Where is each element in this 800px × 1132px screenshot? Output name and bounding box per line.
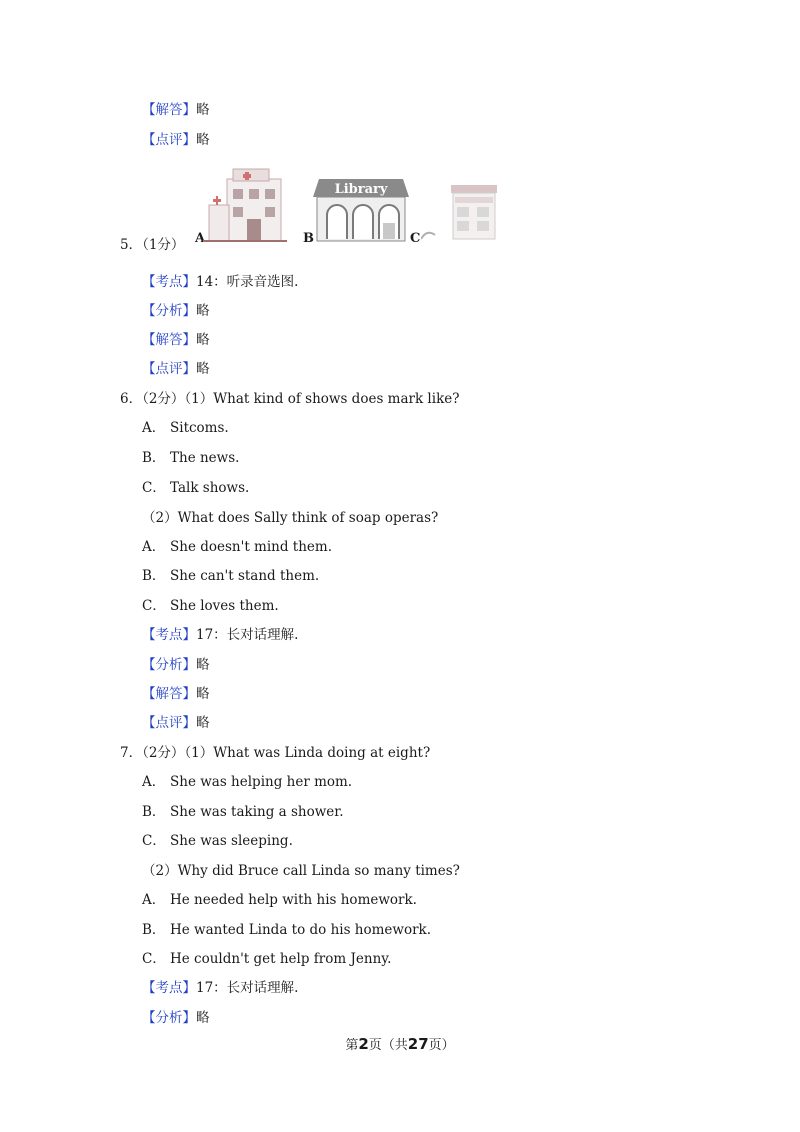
question-score: （1分） <box>142 237 185 253</box>
footer-post: 页） <box>428 1038 455 1053</box>
footer-mid: 页（共 <box>368 1038 408 1053</box>
q5-comment-line <box>142 357 210 377</box>
option-letter: C． <box>142 480 166 496</box>
library-image <box>311 175 411 243</box>
library-sign-text: Library <box>334 182 388 197</box>
point-text: 17：长对话理解. <box>196 627 299 643</box>
option-text: He couldn't get help from Jenny. <box>170 951 392 967</box>
total-page-number: 27 <box>407 1035 429 1053</box>
point-tag: 【考点】 <box>142 274 196 290</box>
sub-label: （1） <box>184 745 214 761</box>
option-text: The news. <box>170 450 240 466</box>
point-text: 17：长对话理解. <box>196 980 299 996</box>
hospital-image <box>203 165 287 245</box>
option-letter: C． <box>142 833 166 849</box>
answer-text: 略 <box>196 686 210 702</box>
footer-pre: 第 <box>345 1038 359 1053</box>
analysis-text: 略 <box>196 303 210 319</box>
q7-option-c <box>142 829 293 849</box>
point-tag: 【考点】 <box>142 627 196 643</box>
q6-sub2-question <box>142 506 438 526</box>
q6-answer-line <box>142 682 210 702</box>
comment-tag: 【点评】 <box>142 361 196 377</box>
option-text: Talk shows. <box>170 480 250 496</box>
option-letter: A． <box>142 774 166 790</box>
option-letter: A． <box>142 420 166 436</box>
point-tag: 【考点】 <box>142 980 196 996</box>
answer-text: 略 <box>196 332 210 348</box>
q6-sub2-option-a <box>142 535 332 555</box>
q7-analysis-line <box>142 1006 210 1026</box>
option-letter: B． <box>142 568 166 584</box>
q7-sub2-question <box>142 859 460 879</box>
q7-sub2-option-b <box>142 918 431 938</box>
sub-question: What was Linda doing at eight? <box>213 745 431 761</box>
option-letter: C． <box>142 951 166 967</box>
option-text: She loves them. <box>170 598 279 614</box>
store-image <box>421 183 501 243</box>
question-number: 7． <box>120 745 143 761</box>
question-score: （2分） <box>142 391 185 407</box>
sub-label: （2） <box>142 863 178 879</box>
q7-option-b <box>142 800 344 820</box>
q6-option-a <box>142 416 229 436</box>
q6-analysis-line <box>142 653 210 673</box>
q7-sub2-option-a <box>142 888 417 908</box>
q6-sub2-option-b <box>142 564 319 584</box>
option-text: He needed help with his homework. <box>170 892 417 908</box>
question-number: 5． <box>120 237 143 253</box>
q5-answer-line <box>142 328 210 348</box>
option-letter: B． <box>142 922 166 938</box>
q7-header <box>120 741 430 761</box>
analysis-tag: 【分析】 <box>142 1010 196 1026</box>
answer-tag: 【解答】 <box>142 102 196 118</box>
comment-tag: 【点评】 <box>142 132 196 148</box>
analysis-text: 略 <box>196 657 210 673</box>
pic-label-a: A <box>195 231 206 246</box>
answer-tag: 【解答】 <box>142 332 196 348</box>
analysis-text: 略 <box>196 1010 210 1026</box>
question-number: 6． <box>120 391 143 407</box>
sub-label: （1） <box>184 391 214 407</box>
option-text: She was sleeping. <box>170 833 293 849</box>
question-score: （2分） <box>142 745 185 761</box>
q6-comment-line <box>142 711 210 731</box>
option-letter: B． <box>142 804 166 820</box>
option-letter: B． <box>142 450 166 466</box>
option-text: She doesn't mind them. <box>170 539 332 555</box>
q5-header <box>120 233 184 253</box>
q6-header <box>120 387 459 407</box>
sub-question: What kind of shows does mark like? <box>213 391 460 407</box>
comment-tag: 【点评】 <box>142 715 196 731</box>
analysis-tag: 【分析】 <box>142 657 196 673</box>
option-text: She was helping her mom. <box>170 774 353 790</box>
page-footer <box>0 1034 800 1053</box>
pic-label-c: C <box>410 231 421 246</box>
current-page-number: 2 <box>358 1035 369 1053</box>
analysis-tag: 【分析】 <box>142 303 196 319</box>
comment-text: 略 <box>196 361 210 377</box>
pic-label-b: B <box>303 231 314 246</box>
option-text: She can't stand them. <box>170 568 320 584</box>
option-text: He wanted Linda to do his homework. <box>170 922 432 938</box>
q6-point-line <box>142 623 298 643</box>
q7-option-a <box>142 770 352 790</box>
sub-question: What does Sally think of soap operas? <box>177 510 439 526</box>
option-text: She was taking a shower. <box>170 804 344 820</box>
option-letter: A． <box>142 892 166 908</box>
q6-sub2-option-c <box>142 594 279 614</box>
q6-option-c <box>142 476 249 496</box>
q4-answer-line <box>142 98 210 118</box>
q4-comment-line <box>142 128 210 148</box>
answer-tag: 【解答】 <box>142 686 196 702</box>
point-text: 14：听录音选图. <box>196 274 299 290</box>
q7-sub2-option-c <box>142 947 391 967</box>
q6-option-b <box>142 446 239 466</box>
q7-point-line <box>142 976 298 996</box>
option-letter: C． <box>142 598 166 614</box>
q5-point-line <box>142 270 298 290</box>
comment-text: 略 <box>196 132 210 148</box>
option-text: Sitcoms. <box>170 420 229 436</box>
sub-question: Why did Bruce call Linda so many times? <box>177 863 460 879</box>
sub-label: （2） <box>142 510 178 526</box>
option-letter: A． <box>142 539 166 555</box>
q5-pictures <box>195 165 505 247</box>
comment-text: 略 <box>196 715 210 731</box>
q5-analysis-line <box>142 299 210 319</box>
answer-text: 略 <box>196 102 210 118</box>
